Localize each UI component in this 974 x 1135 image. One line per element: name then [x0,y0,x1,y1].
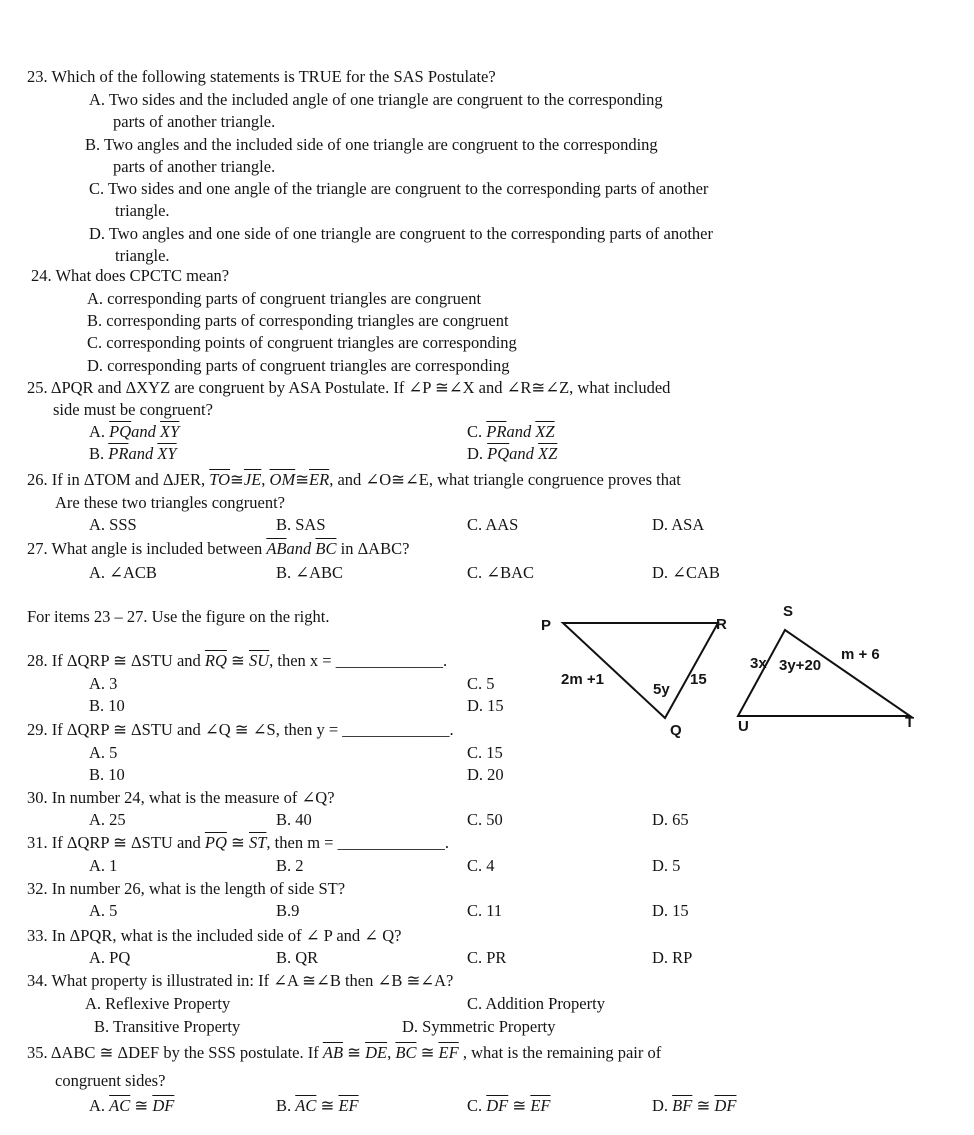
q24-option-d: D. corresponding parts of congruent triangles are corresponding [87,356,510,375]
q23-option-c-cont: triangle. [115,201,170,220]
q35-option-d: D. $\overline{BF}$ ≅ $\overline{DF}$ [652,1096,737,1115]
q27-option-c: C. ∠BAC [467,563,535,582]
q24-option-a: A. corresponding parts of congruent triangles are congruent [87,289,482,308]
q28-option-d: D. 15 [467,696,504,715]
q26-option-d: D. ASA [652,515,705,534]
side-su-label-3x: 3x [750,655,767,672]
q26-stem-cont: Are these two triangles congruent? [55,493,286,512]
side-rq-label-5y: 5y [653,681,670,698]
q31-option-b: B. 2 [276,856,304,875]
q30-stem: 30. In number 24, what is the measure of ∠Q? [27,788,335,807]
q31-stem: 31. If ΔQRP ≅ ΔSTU and $\overline{PQ}$ ≅ $\overline{ST}$, then m = _____________. [27,833,449,852]
vertex-q-label: Q [670,722,682,739]
q29-stem: 29. If ΔQRP ≅ ΔSTU and ∠Q ≅ ∠S, then y = _____________. [27,720,454,739]
q33-option-d: D. RP [652,948,693,967]
q27-option-a: A. ∠ACB [89,563,157,582]
q28-option-c: C. 5 [467,674,495,693]
q34-option-d: D. Symmetric Property [402,1017,556,1036]
q33-option-b: B. QR [276,948,319,967]
q29-option-a: A. 5 [89,743,118,762]
q24-option-c: C. corresponding points of congruent triangles are corresponding [87,333,517,352]
q25-stem-cont: side must be congruent? [53,400,213,419]
q31-option-a: A. 1 [89,856,118,875]
q35-option-a: A. $\overline{AC}$ ≅ $\overline{DF}$ [89,1096,175,1115]
q32-option-c: C. 11 [467,901,503,920]
q26-option-a: A. SSS [89,515,137,534]
q25-option-b: B. $\overline{PR}and$ $\overline{XY}$ [89,444,177,463]
side-rq-label-15: 15 [690,671,707,688]
triangle-stu [738,630,910,716]
q33-option-c: C. PR [467,948,507,967]
q35-option-c: C. $\overline{DF}$ ≅ $\overline{EF}$ [467,1096,551,1115]
q23-option-d: D. Two angles and one side of one triangle are congruent to the corresponding parts of another [89,224,713,243]
q34-option-b: B. Transitive Property [94,1017,241,1036]
q24-stem: 24. What does CPCTC mean? [31,266,230,285]
q35-stem-cont: congruent sides? [55,1071,166,1090]
vertex-p-label: P [541,617,552,634]
q32-stem: 32. In number 26, what is the length of side ST? [27,879,346,898]
q29-option-c: C. 15 [467,743,503,762]
q23-option-b-cont: parts of another triangle. [113,157,276,176]
q23-option-d-cont: triangle. [115,246,170,265]
q28-option-b: B. 10 [89,696,125,715]
q32-option-d: D. 15 [652,901,689,920]
q33-stem: 33. In ΔPQR, what is the included side of ∠ P and ∠ Q? [27,926,402,945]
q26-stem: 26. If in ΔTOM and ΔJER, $\overline{TO}≅\overline{JE}$, $\overline{OM}≅\overline{ER}$, and ∠O≅∠E, what triangle congruence proves that [27,470,681,489]
q32-option-b: B.9 [276,901,300,920]
q23-option-b: B. Two angles and the included side of one triangle are congruent to the corresponding [85,135,658,154]
q25-option-d: D. $\overline{PQ}and$ $\overline{XZ}$ [467,444,558,463]
q31-option-d: D. 5 [652,856,681,875]
q31-option-c: C. 4 [467,856,495,875]
q35-option-b: B. $\overline{AC}$ ≅ $\overline{EF}$ [276,1096,359,1115]
q30-option-d: D. 65 [652,810,689,829]
q34-option-c: C. Addition Property [467,994,605,1013]
side-pq-label: 2m +1 [561,671,604,688]
q23-stem: 23. Which of the following statements is TRUE for the SAS Postulate? [27,67,496,86]
vertex-u-label: U [738,718,749,735]
q26-option-c: C. AAS [467,515,519,534]
q30-option-a: A. 25 [89,810,126,829]
q24-option-b: B. corresponding parts of corresponding triangles are congruent [87,311,509,330]
q25-option-c: C. $\overline{PR}and$ $\overline{XZ}$ [467,422,555,441]
q30-option-c: C. 50 [467,810,503,829]
q29-option-b: B. 10 [89,765,125,784]
q33-option-a: A. PQ [89,948,131,967]
figure-instruction: For items 23 – 27. Use the figure on the right. [27,607,330,626]
q34-option-a: A. Reflexive Property [85,994,231,1013]
q35-stem: 35. ΔABC ≅ ΔDEF by the SSS postulate. If $\overline{AB}$ ≅ $\overline{DE}$, $\overline{BC}$ ≅ $\overline{EF}$ , what is the remaining pair of [27,1043,662,1062]
vertex-r-label: R [716,616,727,633]
q34-stem: 34. What property is illustrated in: If ∠A ≅∠B then ∠B ≅∠A? [27,971,454,990]
q27-option-d: D. ∠CAB [652,563,720,582]
q29-option-d: D. 20 [467,765,504,784]
q26-option-b: B. SAS [276,515,326,534]
q30-option-b: B. 40 [276,810,312,829]
vertex-s-label: S [783,603,794,620]
side-su-label-3y20: 3y+20 [779,657,822,674]
q23-option-a-cont: parts of another triangle. [113,112,276,131]
q27-option-b: B. ∠ABC [276,563,344,582]
q23-option-c: C. Two sides and one angle of the triangle are congruent to the corresponding parts of another [89,179,709,198]
q27-stem: 27. What angle is included between $\overline{AB}and$ $\overline{BC}$ in ΔABC? [27,539,410,558]
vertex-t-label: T [905,714,915,731]
q32-option-a: A. 5 [89,901,118,920]
q28-stem: 28. If ΔQRP ≅ ΔSTU and $\overline{RQ}$ ≅ $\overline{SU}$, then x = _____________. [27,651,448,670]
side-st-label: m + 6 [841,646,880,663]
q28-option-a: A. 3 [89,674,118,693]
q23-option-a: A. Two sides and the included angle of one triangle are congruent to the corresponding [89,90,663,109]
q25-stem: 25. ΔPQR and ΔXYZ are congruent by ASA Postulate. If ∠P ≅∠X and ∠R≅∠Z, what included [27,378,671,397]
q25-option-a: A. $\overline{PQ}and$ $\overline{XY}$ [89,422,180,441]
